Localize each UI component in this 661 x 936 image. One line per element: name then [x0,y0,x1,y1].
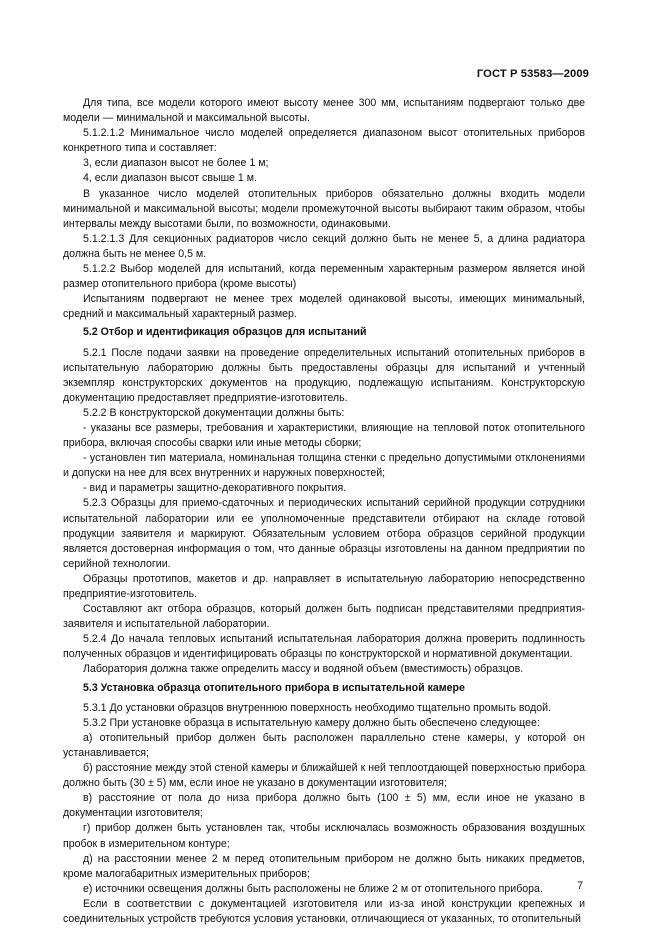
paragraph: 5.2.3 Образцы для приемо-сдаточных и периодических испытаний серийной продукции сотрудники испытательной лаборатории или ее уполномоченные представители отбирают на складе готовой продукции заявителя и маркируют. Обязательным условием отбора образцов серийной продукции является достоверная информация о том, что данные образцы изготовлены на данном предприятии по серийной технологии. [63,497,585,570]
paragraph: 4, если диапазон высот свыше 1 м. [83,172,257,185]
paragraph: 5.1.2.1.2 Минимальное число моделей определяется диапазоном высот отопительных приборов конкретного типа и составляет: [63,127,585,155]
paragraph: 5.1.2.2 Выбор моделей для испытаний, когда переменным характерным размером является иной размер отопительного прибора (кроме высоты) [63,263,585,291]
paragraph: - установлен тип материала, номинальная толщина стенки с предельно допустимыми отклонениями и допуски на нее для всех внутренних и наружных поверхностей; [63,452,585,480]
paragraph: в) расстояние от пола до низа прибора должно быть (100 ± 5) мм, если иное не указано в документации изготовителя; [63,792,585,820]
paragraph: Лаборатория должна также определить массу и водяной объем (вместимость) образцов. [83,663,524,676]
paragraph: Образцы прототипов, макетов и др. направляет в испытательную лабораторию непосредственно предприятие-изготовитель. [63,572,585,600]
paragraph: Составляют акт отбора образцов, который должен быть подписан представителями предприятия-заявителя и испытательной лаборатории. [63,603,585,631]
paragraph: 5.3.1 До установки образцов внутреннюю поверхность необходимо тщательно промыть водой. [83,701,552,714]
paragraph: Если в соответствии с документацией изготовителя или из-за иной конструкции крепежных и соединительных устройств требуются условия установки, отличающиеся от указанных, то отопительный [63,897,585,925]
paragraph: г) прибор должен быть установлен так, чтобы исключалась возможность образования воздушных пробок в измерительном контуре; [63,822,585,850]
paragraph: Для типа, все модели которого имеют высоту менее 300 мм, испытаниям подвергают только две модели — минимальной и максимальной высоты. [63,97,585,125]
paragraph: 5.3.2 При установке образца в испытательную камеру должно быть обеспечено следующее: [83,716,540,729]
paragraph: - вид и параметры защитно-декоративного покрытия. [83,482,347,495]
section-heading: 5.2 Отбор и идентификация образцов для испытаний [83,326,367,339]
section-heading: 5.3 Установка образца отопительного прибора в испытательной камере [83,681,465,694]
paragraph: 3, если диапазон высот не более 1 м; [83,157,269,170]
paragraph: Испытаниям подвергают не менее трех моделей одинаковой высоты, имеющих минимальный, средний и максимальный характерный размер. [63,293,585,321]
paragraph: - указаны все размеры, требования и характеристики, влияющие на тепловой поток отопительного прибора, включая способы сварки или иные методы сборки; [63,421,585,450]
paragraph: а) отопительный прибор должен быть расположен параллельно стене камеры, у которой он устанавливается; [63,731,585,759]
paragraph: 5.1.2.1.3 Для секционных радиаторов число секций должно быть не менее 5, а длина радиатора должна быть не менее 0,5 м. [63,232,585,260]
standard-code-header: ГОСТ Р 53583—2009 [476,68,589,80]
page-number: 7 [577,880,583,892]
document-body [63,96,585,927]
paragraph: 5.2.1 После подачи заявки на проведение определительных испытаний отопительных приборов в испытательную лабораторию должны быть предоставлены образцы для испытаний и учтенный экземпляр конструкторских документов на продукцию, подлежащую испытаниям. Конструкторскую документацию предоставляет предприятие-изготовитель. [63,346,585,404]
paragraph: е) источники освещения должны быть расположены не ближе 2 м от отопительного прибора. [83,882,543,895]
paragraph: б) расстояние между этой стеной камеры и ближайшей к ней теплоотдающей поверхностью прибора должно быть (30 ± 5) мм, если иное не указано в документации изготовителя; [63,762,585,790]
paragraph: 5.2.2 В конструкторской документации должны быть: [83,406,345,419]
paragraph: д) на расстоянии менее 2 м перед отопительным прибором не должно быть никаких предметов, кроме малогабаритных измерительных приборов; [63,852,585,880]
paragraph: 5.2.4 До начала тепловых испытаний испытательная лаборатория должна проверить подлинность полученных образцов и идентифицировать образцы по конструкторской и нормативной документации. [63,633,585,661]
paragraph: В указанное число моделей отопительных приборов обязательно должны входить модели минимальной и максимальной высоты; модели промежуточной высоты выбирают таким образом, чтобы интервалы между высотами были, по возможности, одинаковыми. [63,187,585,230]
